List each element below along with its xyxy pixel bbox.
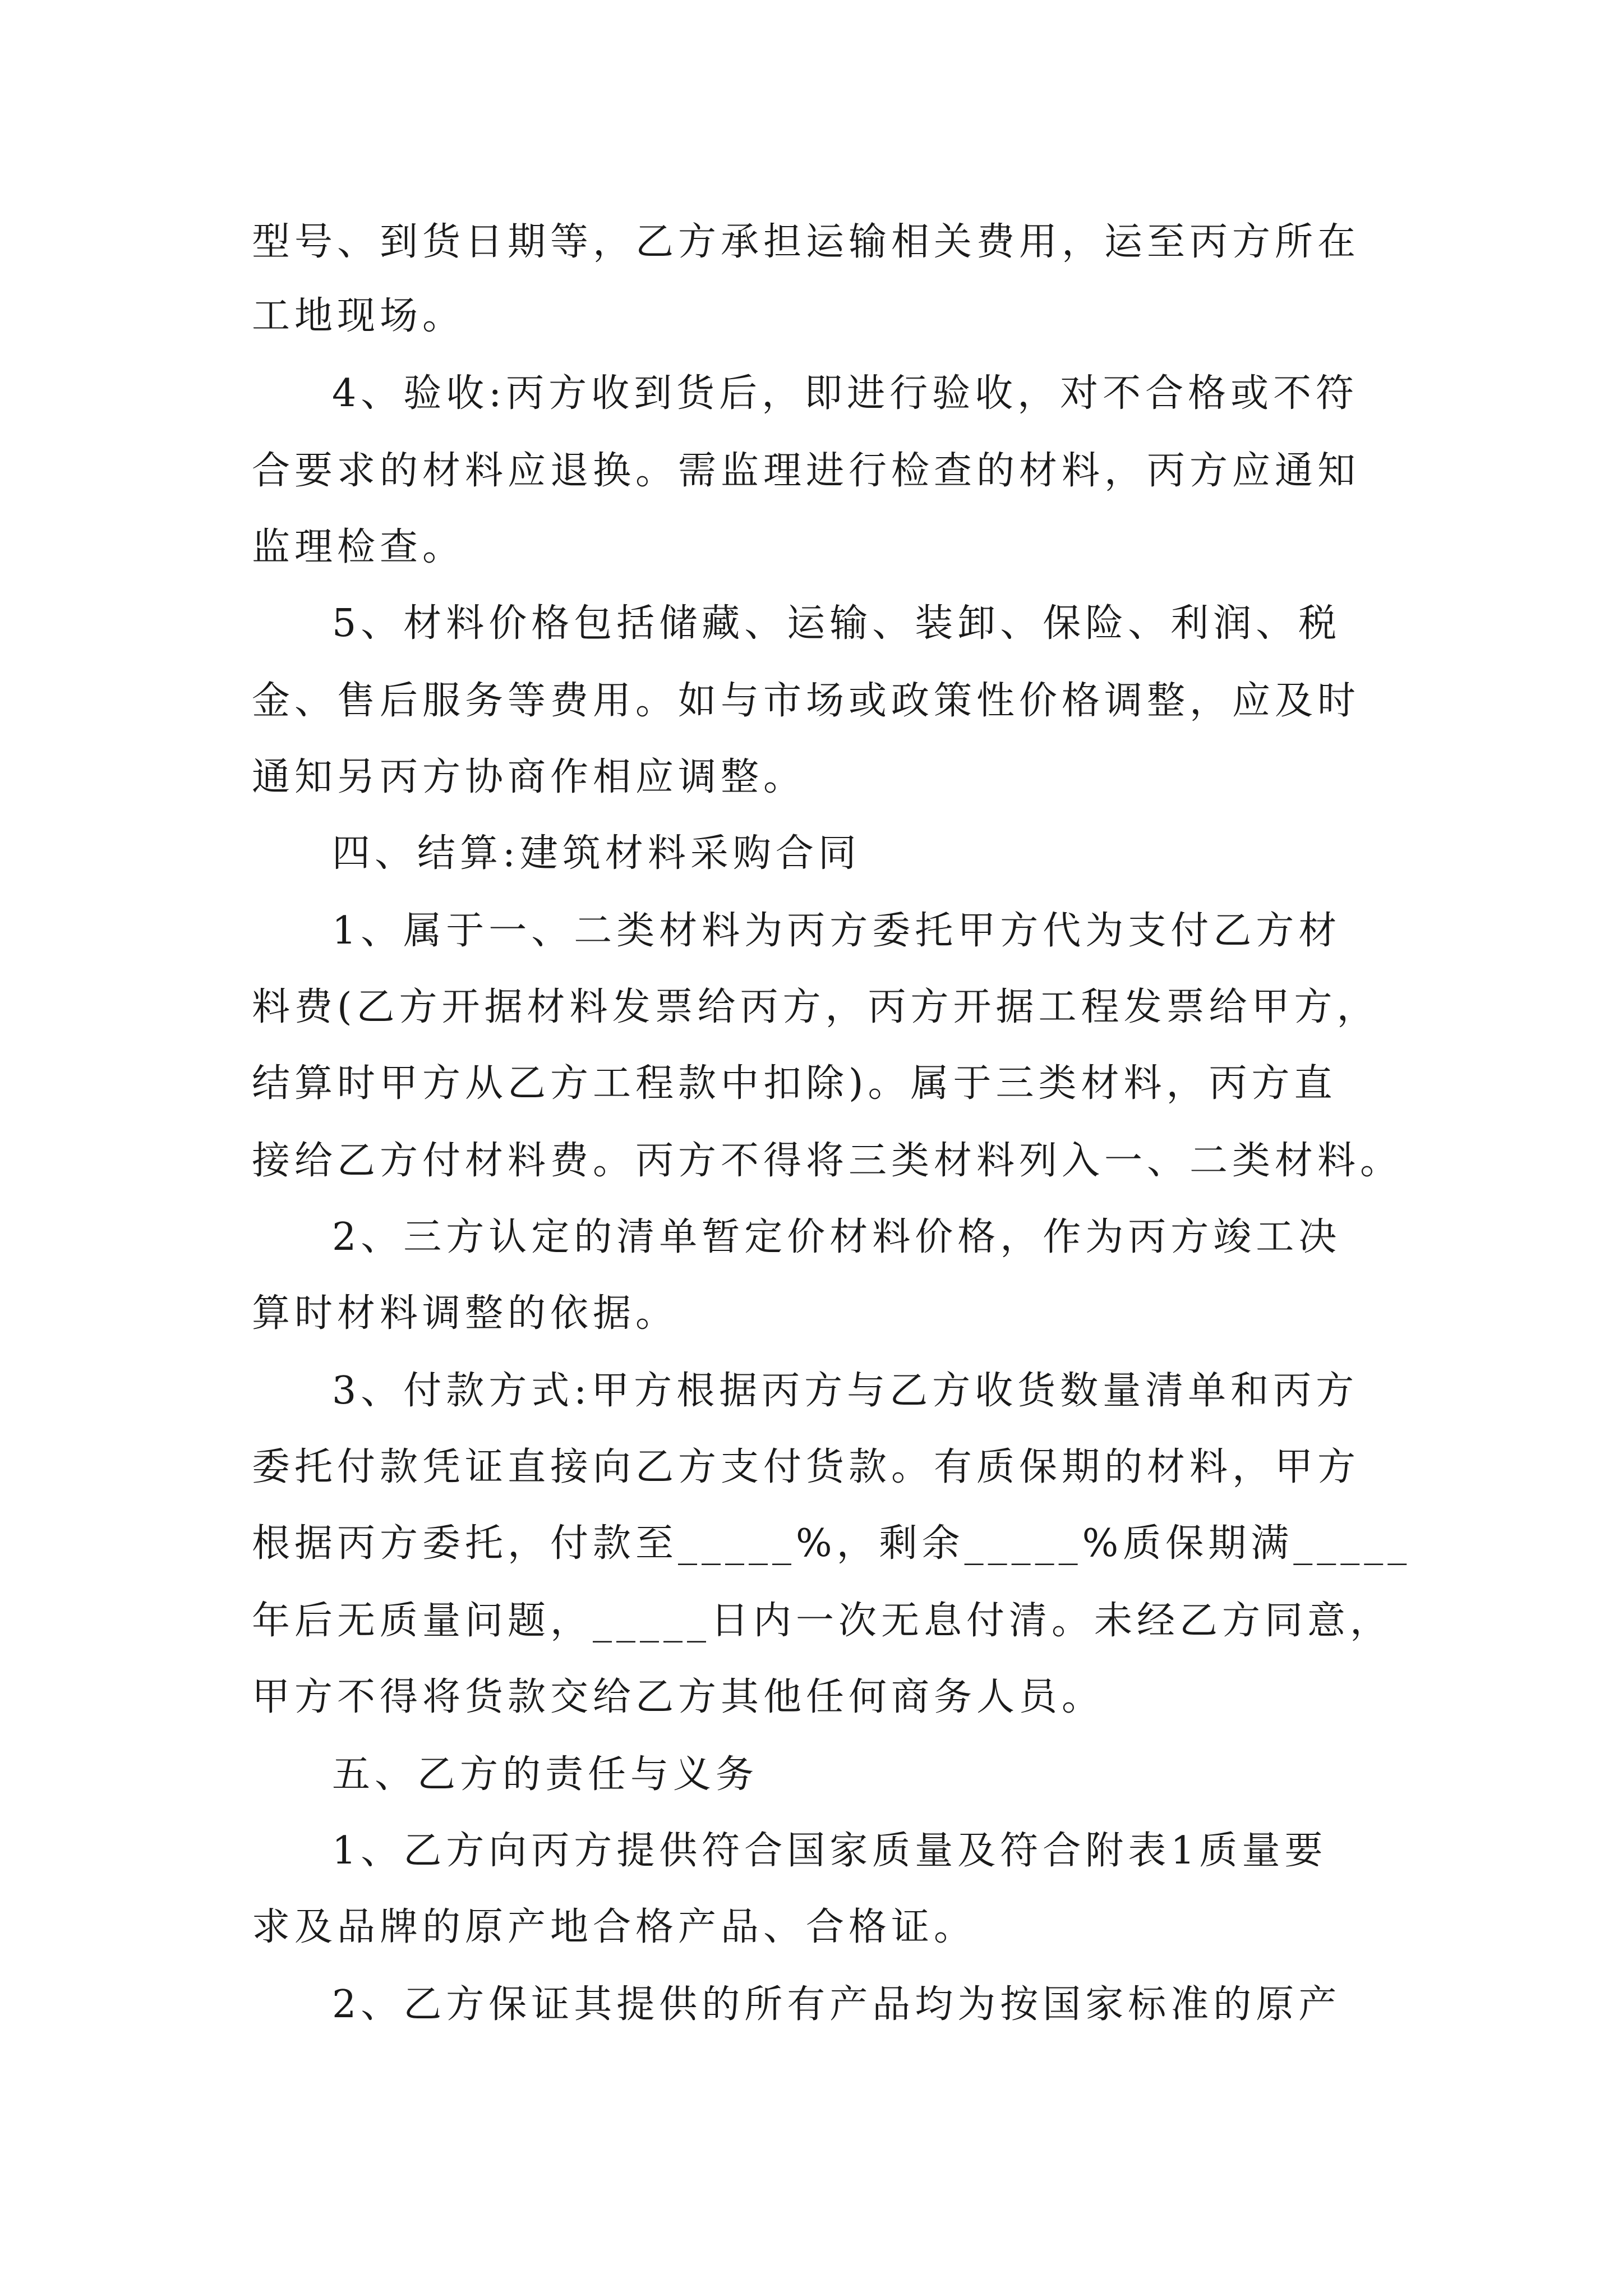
text-line: 料费(乙方开据材料发票给丙方，丙方开据工程发票给甲方， bbox=[252, 985, 1380, 1029]
text-line: 监理检查。 bbox=[252, 525, 465, 569]
text-line: 委托付款凭证直接向乙方支付货款。有质保期的材料，甲方 bbox=[252, 1445, 1361, 1489]
section-heading: 五、乙方的责任与义务 bbox=[332, 1752, 759, 1797]
text-line: 型号、到货日期等，乙方承担运输相关费用，运至丙方所在 bbox=[252, 220, 1361, 264]
text-line: 结算时甲方从乙方工程款中扣除)。属于三类材料，丙方直 bbox=[252, 1061, 1337, 1106]
text-line: 通知另丙方协商作相应调整。 bbox=[252, 755, 806, 799]
text-line: 4、验收:丙方收到货后，即进行验收，对不合格或不符 bbox=[332, 371, 1359, 416]
text-line: 金、售后服务等费用。如与市场或政策性价格调整，应及时 bbox=[252, 679, 1361, 723]
text-line: 3、付款方式:甲方根据丙方与乙方收货数量清单和丙方 bbox=[332, 1369, 1359, 1413]
text-line: 2、三方认定的清单暂定价材料价格，作为丙方竣工决 bbox=[332, 1215, 1341, 1259]
text-line: 工地现场。 bbox=[252, 294, 465, 338]
text-line: 根据丙方委托，付款至_____%，剩余_____%质保期满_____ bbox=[252, 1521, 1412, 1566]
section-heading: 四、结算:建筑材料采购合同 bbox=[332, 831, 861, 876]
text-line: 求及品牌的原产地合格产品、合格证。 bbox=[252, 1905, 977, 1949]
text-line: 甲方不得将货款交给乙方其他任何商务人员。 bbox=[252, 1675, 1105, 1719]
text-line: 1、乙方向丙方提供符合国家质量及符合附表1质量要 bbox=[332, 1829, 1327, 1873]
text-line: 5、材料价格包括储藏、运输、装卸、保险、利润、税 bbox=[332, 601, 1341, 646]
text-line: 接给乙方付材料费。丙方不得将三类材料列入一、二类材料。 bbox=[252, 1139, 1403, 1183]
text-line: 年后无质量问题，_____日内一次无息付清。未经乙方同意， bbox=[252, 1599, 1393, 1643]
text-line: 2、乙方保证其提供的所有产品均为按国家标准的原产 bbox=[332, 1982, 1341, 2027]
text-line: 合要求的材料应退换。需监理进行检查的材料，丙方应通知 bbox=[252, 449, 1361, 493]
text-line: 算时材料调整的依据。 bbox=[252, 1291, 679, 1336]
text-line: 1、属于一、二类材料为丙方委托甲方代为支付乙方材 bbox=[332, 909, 1341, 953]
